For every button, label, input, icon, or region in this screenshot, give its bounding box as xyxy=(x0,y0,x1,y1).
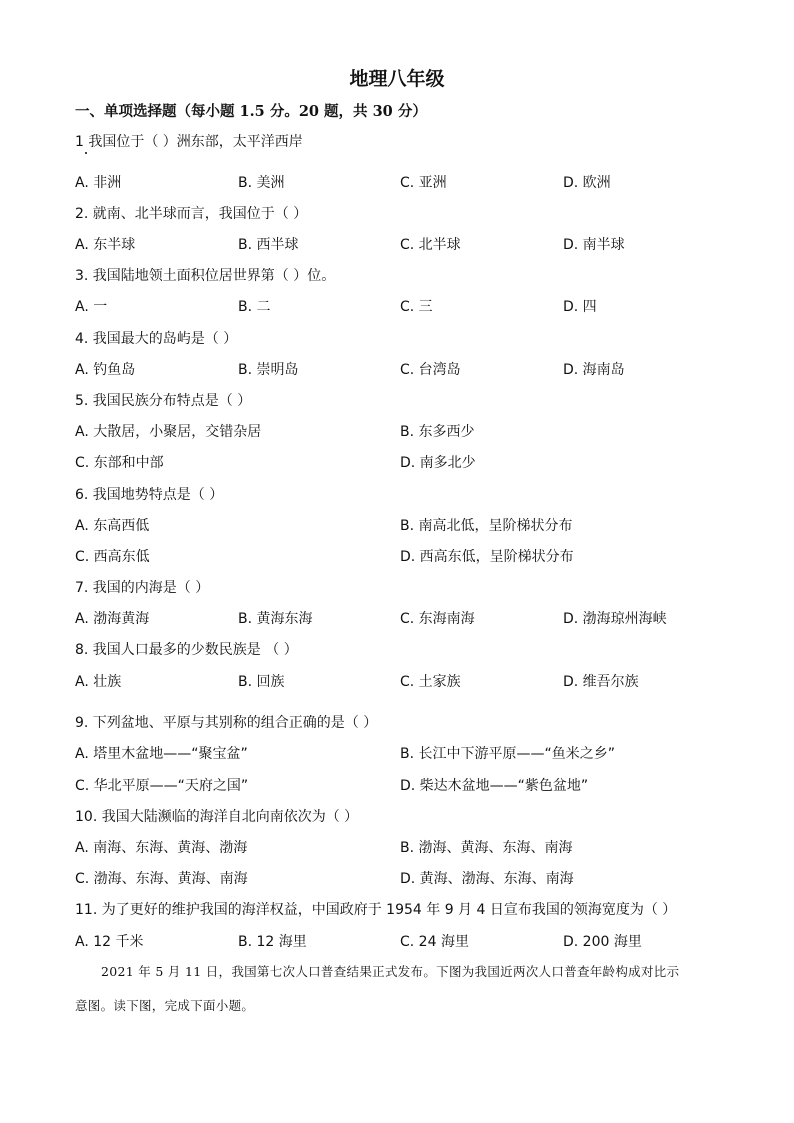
question-7: 7. 我国的内海是（ ） xyxy=(75,580,210,596)
passage-line-2: 意图。读下图，完成下面小题。 xyxy=(75,998,255,1013)
q4-option-a: A. 钓鱼岛 xyxy=(75,362,136,378)
question-10: 10. 我国大陆濒临的海洋自北向南依次为（ ） xyxy=(75,809,359,825)
question-2: 2. 就南、北半球而言，我国位于（ ） xyxy=(75,206,308,222)
section-heading: 一、单项选择题（每小题 1.5 分。20 题，共 30 分） xyxy=(75,103,427,120)
page-title: 地理八年级 xyxy=(349,68,445,90)
q8-option-b: B. 回族 xyxy=(238,674,285,690)
q6-option-a: A. 东高西低 xyxy=(75,518,150,534)
q6-option-b: B. 南高北低，呈阶梯状分布 xyxy=(400,518,573,534)
q11-option-d: D. 200 海里 xyxy=(563,934,642,950)
q6-option-c: C. 西高东低 xyxy=(75,549,150,565)
q4-option-d: D. 海南岛 xyxy=(563,362,625,378)
q3-option-c: C. 三 xyxy=(400,299,433,315)
q5-option-a: A. 大散居，小聚居，交错杂居 xyxy=(75,424,262,440)
question-5: 5. 我国民族分布特点是（ ） xyxy=(75,393,252,409)
q10-option-b: B. 渤海、黄海、东海、南海 xyxy=(400,840,573,856)
question-1: 1 我国位于（ ）洲东部，太平洋西岸 xyxy=(75,134,303,150)
q1-option-d: D. 欧洲 xyxy=(563,175,611,191)
q10-option-c: C. 渤海、东海、黄海、南海 xyxy=(75,871,248,887)
q11-option-b: B. 12 海里 xyxy=(238,934,307,950)
reading-passage xyxy=(75,955,725,1023)
question-9: 9. 下列盆地、平原与其别称的组合正确的是（ ） xyxy=(75,715,378,731)
q11-option-a: A. 12 千米 xyxy=(75,934,144,950)
q7-option-b: B. 黄海东海 xyxy=(238,611,313,627)
q4-option-c: C. 台湾岛 xyxy=(400,362,461,378)
q7-option-a: A. 渤海黄海 xyxy=(75,611,150,627)
question-4: 4. 我国最大的岛屿是（ ） xyxy=(75,331,238,347)
q8-option-a: A. 壮族 xyxy=(75,674,122,690)
question-8: 8. 我国人口最多的少数民族是 （ ） xyxy=(75,642,298,658)
q8-option-c: C. 土家族 xyxy=(400,674,461,690)
q3-option-b: B. 二 xyxy=(238,299,271,315)
q7-option-c: C. 东海南海 xyxy=(400,611,475,627)
q6-option-d: D. 西高东低，呈阶梯状分布 xyxy=(400,549,574,565)
q10-option-d: D. 黄海、渤海、东海、南海 xyxy=(400,871,574,887)
question-11: 11. 为了更好的维护我国的海洋权益，中国政府于 1954 年 9 月 4 日宣布我国的领海宽度为（ ） xyxy=(75,902,677,918)
q5-option-d: D. 南多北少 xyxy=(400,455,476,471)
q2-option-c: C. 北半球 xyxy=(400,237,461,253)
q9-option-c: C. 华北平原——“天府之国” xyxy=(75,778,249,794)
q5-option-c: C. 东部和中部 xyxy=(75,455,164,471)
q2-option-a: A. 东半球 xyxy=(75,237,136,253)
q9-option-b: B. 长江中下游平原——“鱼米之乡” xyxy=(400,746,616,762)
passage-line-1: 2021 年 5 月 11 日，我国第七次人口普查结果正式发布。下图为我国近两次人口普查年龄构成对比示 xyxy=(101,964,680,979)
q9-option-a: A. 塔里木盆地——“聚宝盆” xyxy=(75,746,248,762)
q5-option-b: B. 东多西少 xyxy=(400,424,475,440)
question-6: 6. 我国地势特点是（ ） xyxy=(75,487,224,503)
q2-option-b: B. 西半球 xyxy=(238,237,299,253)
q9-option-d: D. 柴达木盆地——“紫色盆地” xyxy=(400,778,589,794)
q7-option-d: D. 渤海琼州海峡 xyxy=(563,611,667,627)
question-3: 3. 我国陆地领土面积位居世界第（ ）位。 xyxy=(75,268,336,284)
q3-option-a: A. 一 xyxy=(75,299,108,315)
q3-option-d: D. 四 xyxy=(563,299,597,315)
q1-option-b: B. 美洲 xyxy=(238,175,285,191)
q2-option-d: D. 南半球 xyxy=(563,237,625,253)
q11-option-c: C. 24 海里 xyxy=(400,934,469,950)
stray-mark xyxy=(85,152,87,154)
q4-option-b: B. 崇明岛 xyxy=(238,362,299,378)
q1-option-a: A. 非洲 xyxy=(75,175,122,191)
q10-option-a: A. 南海、东海、黄海、渤海 xyxy=(75,840,248,856)
q8-option-d: D. 维吾尔族 xyxy=(563,674,639,690)
q1-option-c: C. 亚洲 xyxy=(400,175,447,191)
